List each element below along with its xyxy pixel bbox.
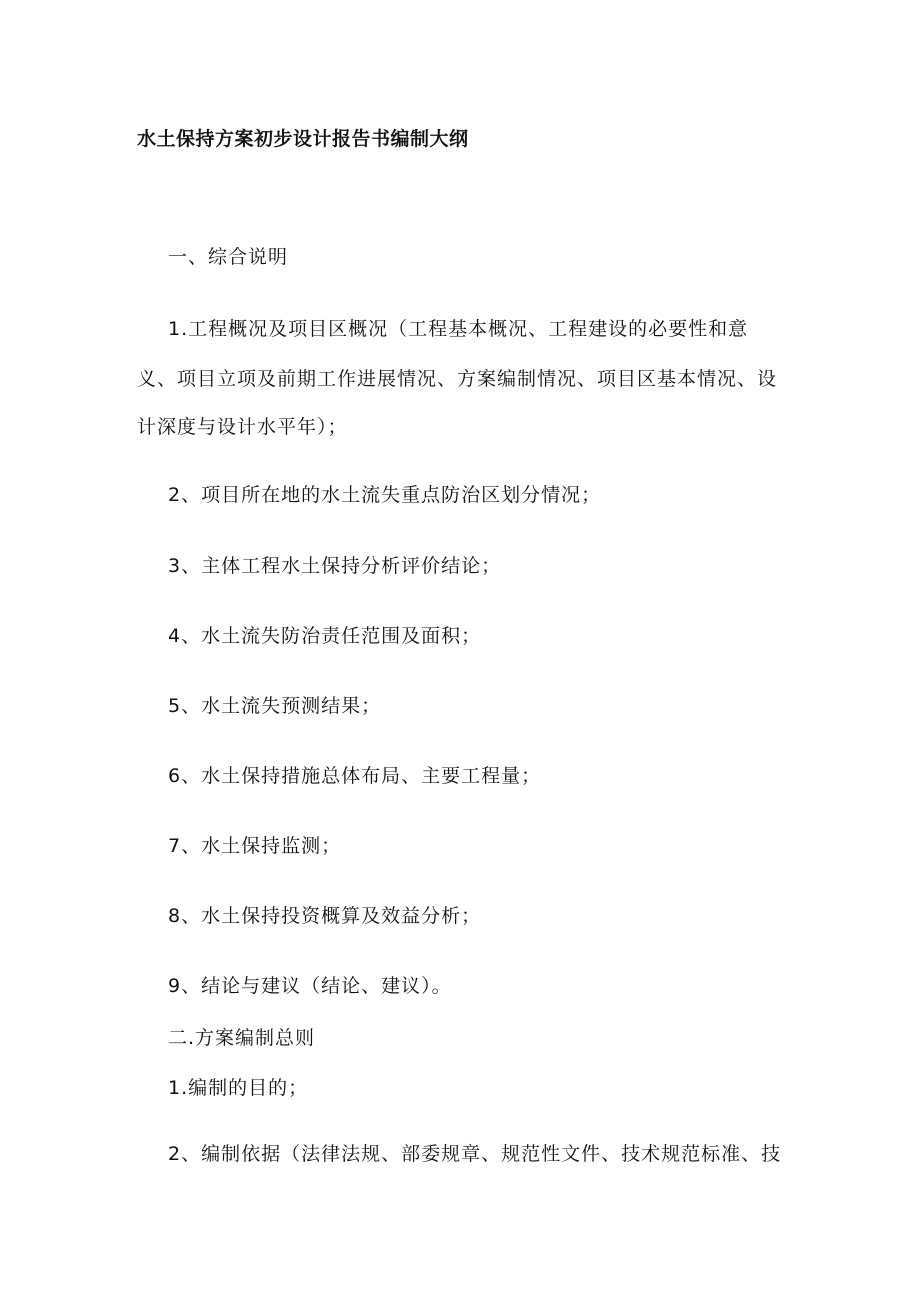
list-item: 2、编制依据（法律法规、部委规章、规范性文件、技术规范标准、技 [168,1143,782,1165]
document-title: 水土保持方案初步设计报告书编制大纲 [137,128,469,150]
list-item: 1.编制的目的； [168,1077,309,1099]
paragraph-line: 1.工程概况及项目区概况（工程基本概况、工程建设的必要性和意 [168,318,749,340]
list-item: 4、水土流失防治责任范围及面积； [168,625,482,647]
list-item: 2、项目所在地的水土流失重点防治区划分情况； [168,484,602,506]
list-item: 8、水土保持投资概算及效益分析； [168,905,482,927]
list-item: 7、水土保持监测； [168,835,342,857]
list-item: 9、结论与建议（结论、建议）。 [168,975,452,997]
list-item: 5、水土流失预测结果； [168,695,382,717]
paragraph-line: 计深度与设计水平年）； [137,416,348,438]
list-item: 6、水土保持措施总体布局、主要工程量； [168,765,542,787]
section-heading-2: 二.方案编制总则 [168,1027,316,1049]
paragraph-line: 义、项目立项及前期工作进展情况、方案编制情况、项目区基本情况、设 [137,368,778,390]
section-heading-1: 一、综合说明 [168,246,289,268]
list-item: 3、主体工程水土保持分析评价结论； [168,555,502,577]
